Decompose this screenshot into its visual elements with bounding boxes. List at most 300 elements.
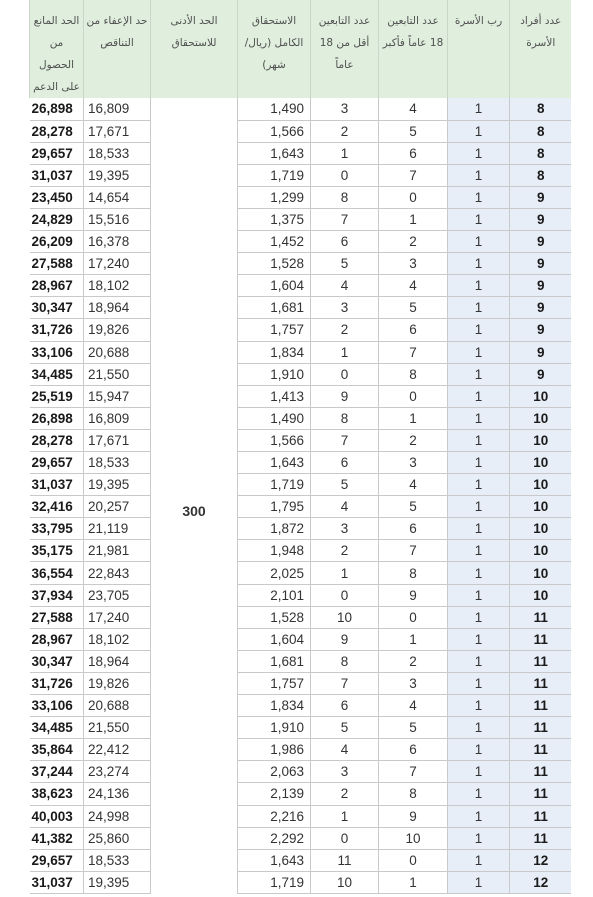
table-row <box>30 297 572 319</box>
table-row <box>30 474 572 496</box>
cell-household-head: 1 <box>448 341 510 363</box>
cell-dependents-over-18: 6 <box>379 142 448 164</box>
cell-family-size: 11 <box>510 695 572 717</box>
cell-exemption-limit: 22,412 <box>84 739 151 761</box>
cell-exemption-limit: 21,550 <box>84 717 151 739</box>
table-body <box>30 98 572 893</box>
cell-full-entitlement: 1,643 <box>238 142 311 164</box>
cell-barrier-limit: 36,554 <box>30 562 84 584</box>
cell-full-entitlement: 2,292 <box>238 827 311 849</box>
cell-exemption-limit: 18,964 <box>84 297 151 319</box>
table-row <box>30 695 572 717</box>
cell-household-head: 1 <box>448 783 510 805</box>
cell-full-entitlement: 1,948 <box>238 540 311 562</box>
cell-dependents-over-18: 4 <box>379 695 448 717</box>
cell-dependents-over-18: 7 <box>379 540 448 562</box>
entitlement-table <box>29 0 571 894</box>
cell-household-head: 1 <box>448 562 510 584</box>
header-exemption-limit: حد الإعفاء من التناقص <box>84 0 151 98</box>
cell-barrier-limit: 31,037 <box>30 474 84 496</box>
cell-household-head: 1 <box>448 275 510 297</box>
cell-family-size: 10 <box>510 496 572 518</box>
cell-barrier-limit: 27,588 <box>30 606 84 628</box>
cell-full-entitlement: 1,834 <box>238 695 311 717</box>
cell-dependents-over-18: 8 <box>379 783 448 805</box>
cell-dependents-over-18: 3 <box>379 672 448 694</box>
cell-barrier-limit: 34,485 <box>30 717 84 739</box>
cell-dependents-over-18: 3 <box>379 452 448 474</box>
cell-barrier-limit: 28,967 <box>30 628 84 650</box>
cell-exemption-limit: 19,395 <box>84 164 151 186</box>
cell-dependents-under-18: 6 <box>311 231 379 253</box>
cell-barrier-limit: 31,037 <box>30 871 84 893</box>
cell-exemption-limit: 18,964 <box>84 650 151 672</box>
cell-full-entitlement: 1,490 <box>238 98 311 120</box>
cell-exemption-limit: 17,671 <box>84 429 151 451</box>
cell-dependents-under-18: 7 <box>311 429 379 451</box>
header-dependents-under-18: عدد التابعين أقل من 18 عاماً <box>311 0 379 98</box>
cell-barrier-limit: 37,244 <box>30 761 84 783</box>
header-full-entitlement: الاستحقاق الكامل (ريال/شهر) <box>238 0 311 98</box>
cell-family-size: 10 <box>510 385 572 407</box>
cell-barrier-limit: 31,726 <box>30 672 84 694</box>
cell-full-entitlement: 1,490 <box>238 407 311 429</box>
cell-exemption-limit: 20,688 <box>84 695 151 717</box>
cell-dependents-over-18: 4 <box>379 275 448 297</box>
cell-exemption-limit: 19,826 <box>84 672 151 694</box>
cell-family-size: 11 <box>510 739 572 761</box>
cell-dependents-under-18: 0 <box>311 827 379 849</box>
cell-family-size: 11 <box>510 783 572 805</box>
cell-family-size: 11 <box>510 650 572 672</box>
cell-family-size: 10 <box>510 540 572 562</box>
cell-dependents-under-18: 2 <box>311 319 379 341</box>
table-row <box>30 672 572 694</box>
cell-dependents-under-18: 3 <box>311 98 379 120</box>
cell-full-entitlement: 1,604 <box>238 275 311 297</box>
cell-exemption-limit: 17,240 <box>84 253 151 275</box>
table-row <box>30 164 572 186</box>
cell-dependents-under-18: 4 <box>311 275 379 297</box>
cell-dependents-under-18: 3 <box>311 761 379 783</box>
table-row <box>30 805 572 827</box>
cell-family-size: 11 <box>510 827 572 849</box>
cell-dependents-under-18: 1 <box>311 142 379 164</box>
cell-household-head: 1 <box>448 628 510 650</box>
cell-barrier-limit: 29,657 <box>30 452 84 474</box>
cell-dependents-over-18: 4 <box>379 98 448 120</box>
cell-dependents-under-18: 4 <box>311 739 379 761</box>
cell-household-head: 1 <box>448 540 510 562</box>
cell-full-entitlement: 1,528 <box>238 253 311 275</box>
cell-barrier-limit: 23,450 <box>30 186 84 208</box>
cell-exemption-limit: 23,274 <box>84 761 151 783</box>
cell-exemption-limit: 15,516 <box>84 208 151 230</box>
cell-household-head: 1 <box>448 164 510 186</box>
cell-dependents-over-18: 6 <box>379 319 448 341</box>
cell-full-entitlement: 2,025 <box>238 562 311 584</box>
cell-household-head: 1 <box>448 407 510 429</box>
cell-dependents-under-18: 1 <box>311 562 379 584</box>
cell-dependents-over-18: 5 <box>379 297 448 319</box>
header-household-head: رب الأسرة <box>448 0 510 98</box>
cell-household-head: 1 <box>448 231 510 253</box>
cell-family-size: 9 <box>510 253 572 275</box>
cell-dependents-over-18: 8 <box>379 562 448 584</box>
cell-family-size: 9 <box>510 275 572 297</box>
cell-dependents-over-18: 0 <box>379 385 448 407</box>
cell-exemption-limit: 18,102 <box>84 628 151 650</box>
cell-dependents-over-18: 1 <box>379 208 448 230</box>
table-row <box>30 783 572 805</box>
table-row <box>30 717 572 739</box>
cell-dependents-over-18: 7 <box>379 761 448 783</box>
cell-full-entitlement: 1,681 <box>238 650 311 672</box>
cell-exemption-limit: 20,257 <box>84 496 151 518</box>
cell-household-head: 1 <box>448 474 510 496</box>
cell-household-head: 1 <box>448 761 510 783</box>
cell-barrier-limit: 29,657 <box>30 142 84 164</box>
cell-family-size: 10 <box>510 429 572 451</box>
cell-barrier-limit: 28,278 <box>30 429 84 451</box>
cell-barrier-limit: 41,382 <box>30 827 84 849</box>
cell-dependents-under-18: 8 <box>311 407 379 429</box>
cell-exemption-limit: 18,533 <box>84 849 151 871</box>
table-row <box>30 871 572 893</box>
cell-dependents-over-18: 4 <box>379 474 448 496</box>
cell-dependents-over-18: 0 <box>379 849 448 871</box>
cell-dependents-over-18: 3 <box>379 253 448 275</box>
cell-barrier-limit: 26,898 <box>30 98 84 120</box>
header-dependents-over-18: عدد التابعين 18 عاماً فأكبر <box>379 0 448 98</box>
cell-dependents-under-18: 0 <box>311 164 379 186</box>
cell-dependents-under-18: 5 <box>311 717 379 739</box>
cell-household-head: 1 <box>448 739 510 761</box>
cell-family-size: 11 <box>510 761 572 783</box>
cell-dependents-under-18: 5 <box>311 474 379 496</box>
cell-exemption-limit: 21,981 <box>84 540 151 562</box>
cell-barrier-limit: 31,726 <box>30 319 84 341</box>
table-row <box>30 275 572 297</box>
table-row <box>30 827 572 849</box>
cell-dependents-under-18: 2 <box>311 120 379 142</box>
cell-dependents-over-18: 9 <box>379 805 448 827</box>
cell-family-size: 9 <box>510 231 572 253</box>
cell-exemption-limit: 16,809 <box>84 98 151 120</box>
cell-household-head: 1 <box>448 717 510 739</box>
cell-dependents-over-18: 10 <box>379 827 448 849</box>
table-row <box>30 540 572 562</box>
cell-dependents-under-18: 5 <box>311 253 379 275</box>
table-row <box>30 429 572 451</box>
cell-family-size: 10 <box>510 518 572 540</box>
cell-exemption-limit: 16,378 <box>84 231 151 253</box>
cell-family-size: 9 <box>510 363 572 385</box>
cell-dependents-under-18: 6 <box>311 452 379 474</box>
cell-dependents-under-18: 6 <box>311 695 379 717</box>
cell-household-head: 1 <box>448 319 510 341</box>
cell-barrier-limit: 24,829 <box>30 208 84 230</box>
cell-family-size: 8 <box>510 142 572 164</box>
cell-barrier-limit: 30,347 <box>30 297 84 319</box>
cell-household-head: 1 <box>448 871 510 893</box>
cell-exemption-limit: 24,136 <box>84 783 151 805</box>
cell-barrier-limit: 30,347 <box>30 650 84 672</box>
cell-full-entitlement: 1,986 <box>238 739 311 761</box>
cell-full-entitlement: 1,719 <box>238 164 311 186</box>
cell-family-size: 10 <box>510 474 572 496</box>
cell-barrier-limit: 26,209 <box>30 231 84 253</box>
table-row <box>30 142 572 164</box>
cell-full-entitlement: 1,643 <box>238 849 311 871</box>
cell-dependents-under-18: 9 <box>311 385 379 407</box>
table-row <box>30 407 572 429</box>
cell-dependents-under-18: 2 <box>311 783 379 805</box>
cell-exemption-limit: 18,533 <box>84 452 151 474</box>
cell-household-head: 1 <box>448 584 510 606</box>
cell-barrier-limit: 28,967 <box>30 275 84 297</box>
cell-dependents-over-18: 5 <box>379 496 448 518</box>
cell-family-size: 9 <box>510 297 572 319</box>
cell-household-head: 1 <box>448 849 510 871</box>
cell-dependents-under-18: 3 <box>311 297 379 319</box>
table-row <box>30 385 572 407</box>
cell-household-head: 1 <box>448 253 510 275</box>
cell-barrier-limit: 28,278 <box>30 120 84 142</box>
cell-household-head: 1 <box>448 363 510 385</box>
table-row <box>30 363 572 385</box>
table-row <box>30 518 572 540</box>
cell-barrier-limit: 33,106 <box>30 341 84 363</box>
cell-household-head: 1 <box>448 429 510 451</box>
cell-exemption-limit: 18,102 <box>84 275 151 297</box>
table-row <box>30 562 572 584</box>
cell-family-size: 9 <box>510 341 572 363</box>
cell-exemption-limit: 19,395 <box>84 474 151 496</box>
cell-household-head: 1 <box>448 518 510 540</box>
cell-barrier-limit: 35,864 <box>30 739 84 761</box>
cell-exemption-limit: 14,654 <box>84 186 151 208</box>
cell-exemption-limit: 19,826 <box>84 319 151 341</box>
cell-household-head: 1 <box>448 452 510 474</box>
cell-dependents-over-18: 1 <box>379 871 448 893</box>
cell-barrier-limit: 33,795 <box>30 518 84 540</box>
table-row <box>30 98 572 120</box>
cell-family-size: 8 <box>510 164 572 186</box>
cell-household-head: 1 <box>448 142 510 164</box>
cell-dependents-under-18: 7 <box>311 208 379 230</box>
cell-family-size: 9 <box>510 208 572 230</box>
cell-household-head: 1 <box>448 98 510 120</box>
cell-barrier-limit: 34,485 <box>30 363 84 385</box>
cell-exemption-limit: 18,533 <box>84 142 151 164</box>
cell-family-size: 10 <box>510 562 572 584</box>
cell-family-size: 11 <box>510 717 572 739</box>
cell-barrier-limit: 40,003 <box>30 805 84 827</box>
cell-full-entitlement: 2,216 <box>238 805 311 827</box>
cell-dependents-over-18: 6 <box>379 518 448 540</box>
cell-full-entitlement: 1,643 <box>238 452 311 474</box>
header-family-size: عدد أفراد الأسرة <box>510 0 572 98</box>
cell-family-size: 11 <box>510 805 572 827</box>
cell-barrier-limit: 27,588 <box>30 253 84 275</box>
cell-minimum-entitlement: 300 <box>151 98 238 893</box>
cell-dependents-under-18: 0 <box>311 363 379 385</box>
cell-dependents-under-18: 3 <box>311 518 379 540</box>
cell-household-head: 1 <box>448 650 510 672</box>
cell-household-head: 1 <box>448 606 510 628</box>
entitlement-table-container <box>29 0 571 897</box>
cell-dependents-under-18: 4 <box>311 496 379 518</box>
cell-dependents-over-18: 7 <box>379 164 448 186</box>
cell-family-size: 12 <box>510 871 572 893</box>
cell-full-entitlement: 1,757 <box>238 672 311 694</box>
cell-family-size: 12 <box>510 849 572 871</box>
cell-full-entitlement: 1,872 <box>238 518 311 540</box>
cell-dependents-under-18: 2 <box>311 540 379 562</box>
cell-barrier-limit: 33,106 <box>30 695 84 717</box>
cell-full-entitlement: 1,910 <box>238 363 311 385</box>
table-row <box>30 231 572 253</box>
cell-dependents-under-18: 8 <box>311 186 379 208</box>
cell-exemption-limit: 16,809 <box>84 407 151 429</box>
cell-dependents-under-18: 0 <box>311 584 379 606</box>
cell-dependents-over-18: 9 <box>379 584 448 606</box>
cell-dependents-under-18: 10 <box>311 871 379 893</box>
cell-full-entitlement: 1,681 <box>238 297 311 319</box>
cell-exemption-limit: 20,688 <box>84 341 151 363</box>
cell-dependents-over-18: 2 <box>379 650 448 672</box>
cell-dependents-over-18: 1 <box>379 407 448 429</box>
table-row <box>30 849 572 871</box>
cell-exemption-limit: 15,947 <box>84 385 151 407</box>
cell-dependents-over-18: 5 <box>379 120 448 142</box>
cell-household-head: 1 <box>448 827 510 849</box>
cell-full-entitlement: 1,566 <box>238 120 311 142</box>
cell-dependents-over-18: 2 <box>379 429 448 451</box>
cell-family-size: 10 <box>510 584 572 606</box>
cell-full-entitlement: 2,063 <box>238 761 311 783</box>
cell-full-entitlement: 1,719 <box>238 871 311 893</box>
table-row <box>30 739 572 761</box>
cell-household-head: 1 <box>448 496 510 518</box>
cell-full-entitlement: 2,139 <box>238 783 311 805</box>
cell-dependents-over-18: 2 <box>379 231 448 253</box>
table-row <box>30 120 572 142</box>
table-row <box>30 452 572 474</box>
cell-exemption-limit: 21,119 <box>84 518 151 540</box>
cell-family-size: 11 <box>510 606 572 628</box>
cell-exemption-limit: 17,671 <box>84 120 151 142</box>
cell-family-size: 8 <box>510 120 572 142</box>
cell-full-entitlement: 1,834 <box>238 341 311 363</box>
cell-exemption-limit: 21,550 <box>84 363 151 385</box>
cell-household-head: 1 <box>448 695 510 717</box>
cell-full-entitlement: 1,452 <box>238 231 311 253</box>
cell-full-entitlement: 1,719 <box>238 474 311 496</box>
cell-full-entitlement: 1,795 <box>238 496 311 518</box>
cell-family-size: 11 <box>510 672 572 694</box>
cell-barrier-limit: 25,519 <box>30 385 84 407</box>
cell-household-head: 1 <box>448 385 510 407</box>
cell-dependents-under-18: 1 <box>311 805 379 827</box>
table-row <box>30 319 572 341</box>
cell-full-entitlement: 2,101 <box>238 584 311 606</box>
cell-dependents-under-18: 1 <box>311 341 379 363</box>
cell-exemption-limit: 23,705 <box>84 584 151 606</box>
cell-dependents-under-18: 9 <box>311 628 379 650</box>
cell-family-size: 9 <box>510 319 572 341</box>
table-row <box>30 584 572 606</box>
cell-family-size: 11 <box>510 628 572 650</box>
cell-full-entitlement: 1,566 <box>238 429 311 451</box>
cell-family-size: 9 <box>510 186 572 208</box>
cell-full-entitlement: 1,528 <box>238 606 311 628</box>
cell-full-entitlement: 1,604 <box>238 628 311 650</box>
cell-dependents-under-18: 10 <box>311 606 379 628</box>
cell-family-size: 10 <box>510 407 572 429</box>
table-row <box>30 186 572 208</box>
table-row <box>30 761 572 783</box>
cell-family-size: 8 <box>510 98 572 120</box>
cell-dependents-over-18: 0 <box>379 606 448 628</box>
cell-dependents-over-18: 7 <box>379 341 448 363</box>
cell-dependents-over-18: 0 <box>379 186 448 208</box>
cell-exemption-limit: 17,240 <box>84 606 151 628</box>
cell-exemption-limit: 25,860 <box>84 827 151 849</box>
table-row <box>30 208 572 230</box>
cell-dependents-under-18: 11 <box>311 849 379 871</box>
table-row <box>30 496 572 518</box>
cell-barrier-limit: 32,416 <box>30 496 84 518</box>
header-minimum-entitlement: الحد الأدنى للاستحقاق <box>151 0 238 98</box>
cell-household-head: 1 <box>448 805 510 827</box>
cell-barrier-limit: 35,175 <box>30 540 84 562</box>
cell-barrier-limit: 31,037 <box>30 164 84 186</box>
table-row <box>30 341 572 363</box>
table-row <box>30 628 572 650</box>
cell-dependents-under-18: 7 <box>311 672 379 694</box>
header-row <box>30 0 572 98</box>
cell-dependents-over-18: 6 <box>379 739 448 761</box>
cell-dependents-under-18: 8 <box>311 650 379 672</box>
table-row <box>30 650 572 672</box>
cell-household-head: 1 <box>448 297 510 319</box>
cell-household-head: 1 <box>448 208 510 230</box>
cell-full-entitlement: 1,910 <box>238 717 311 739</box>
header-barrier-limit: الحد المانع من الحصول على الدعم <box>30 0 84 98</box>
cell-exemption-limit: 24,998 <box>84 805 151 827</box>
cell-household-head: 1 <box>448 672 510 694</box>
cell-dependents-over-18: 5 <box>379 717 448 739</box>
cell-exemption-limit: 22,843 <box>84 562 151 584</box>
cell-dependents-over-18: 8 <box>379 363 448 385</box>
cell-barrier-limit: 38,623 <box>30 783 84 805</box>
cell-dependents-over-18: 1 <box>379 628 448 650</box>
cell-barrier-limit: 37,934 <box>30 584 84 606</box>
cell-family-size: 10 <box>510 452 572 474</box>
table-row <box>30 606 572 628</box>
cell-exemption-limit: 19,395 <box>84 871 151 893</box>
cell-barrier-limit: 26,898 <box>30 407 84 429</box>
table-row <box>30 253 572 275</box>
cell-full-entitlement: 1,757 <box>238 319 311 341</box>
cell-barrier-limit: 29,657 <box>30 849 84 871</box>
cell-household-head: 1 <box>448 120 510 142</box>
cell-full-entitlement: 1,413 <box>238 385 311 407</box>
cell-full-entitlement: 1,375 <box>238 208 311 230</box>
cell-household-head: 1 <box>448 186 510 208</box>
